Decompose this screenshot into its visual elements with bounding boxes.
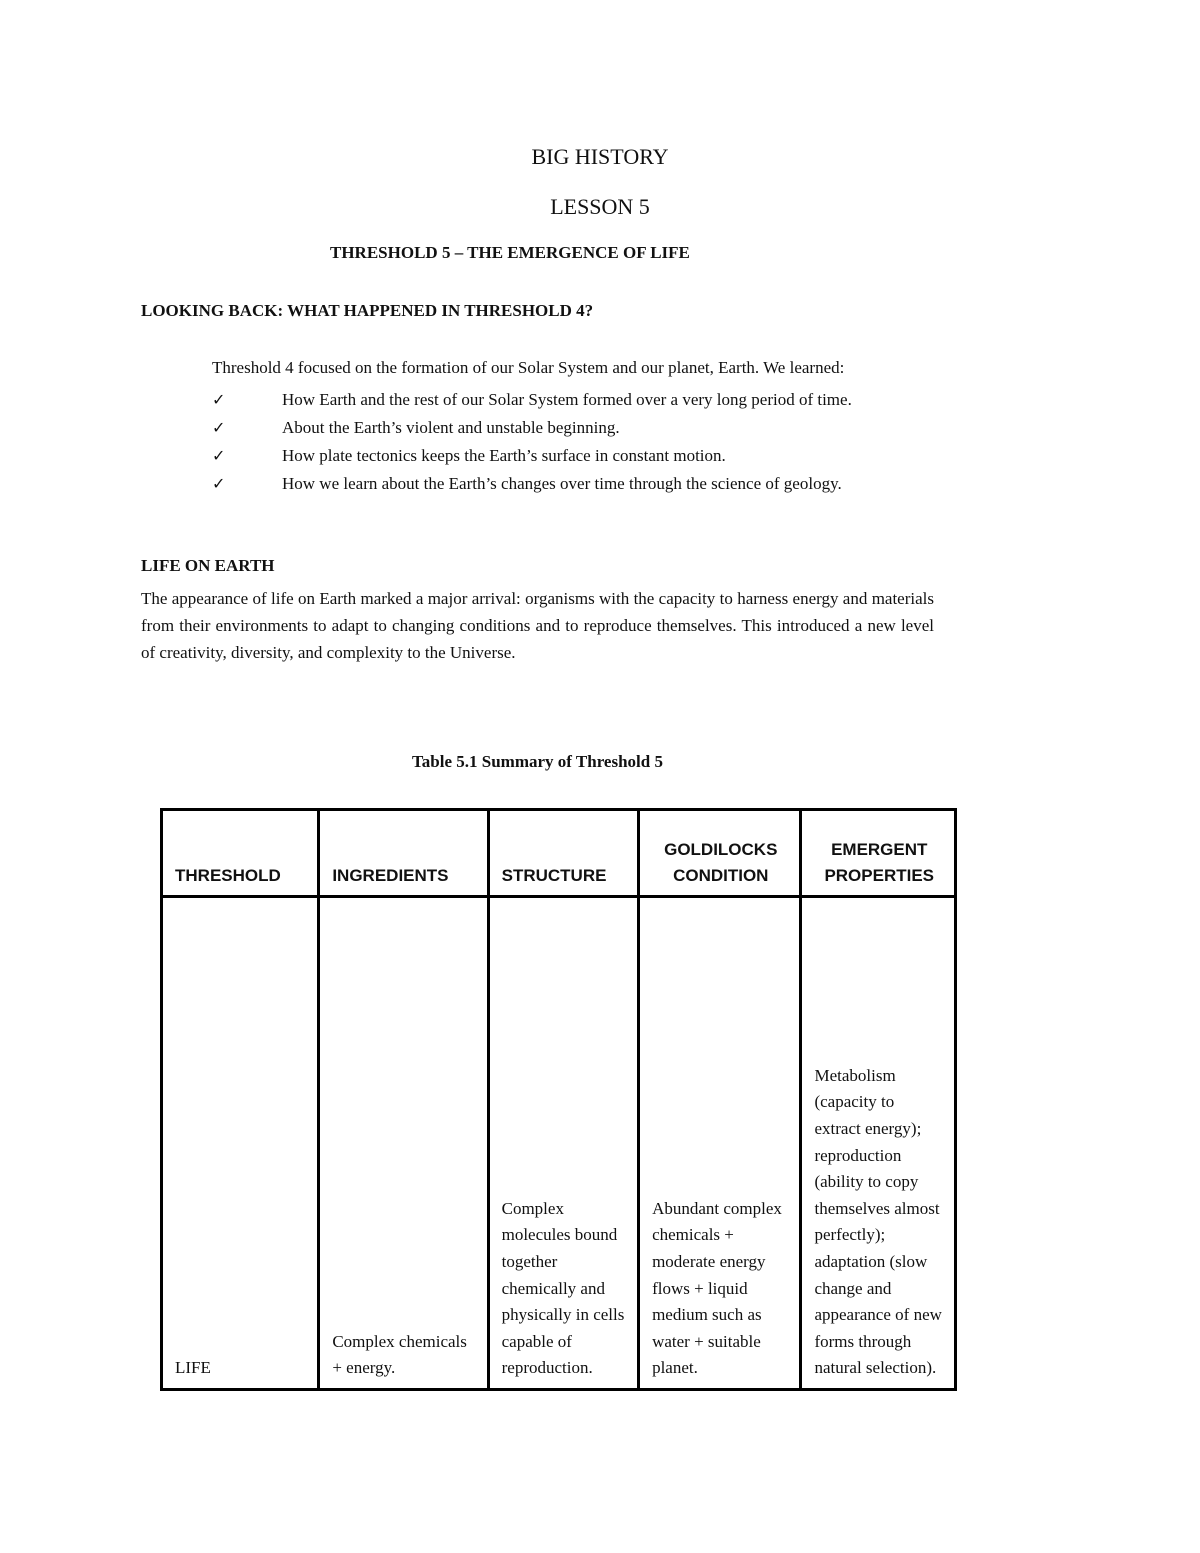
lesson-title: LESSON 5 [550,194,650,219]
list-item: ✓ How plate tectonics keeps the Earth’s surface in constant motion. [212,442,852,470]
summary-table [160,808,957,1391]
table-caption: Table 5.1 Summary of Threshold 5 [412,752,663,771]
check-icon: ✓ [212,474,226,493]
list-item: ✓ How we learn about the Earth’s changes over time through the science of geology. [212,470,852,498]
header-goldilocks-condition: GOLDILOCKS CONDITION [639,810,801,897]
check-icon: ✓ [212,446,226,465]
threshold-title: THRESHOLD 5 – THE EMERGENCE OF LIFE [330,243,690,262]
cell-emergent-properties: Metabolism (capacity to extract energy); reproduction (ability to copy themselves almost perfectly); adaptation (slow change and appearance of new forms through natural selection). [801,897,956,1390]
header-structure: STRUCTURE [488,810,638,897]
course-title: BIG HISTORY [531,144,669,169]
looking-back-intro: Threshold 4 focused on the formation of our Solar System and our planet, Earth. We learned: [212,358,845,377]
learned-checklist [212,386,852,498]
looking-back-heading: LOOKING BACK: WHAT HAPPENED IN THRESHOLD 4? [141,301,594,320]
header-threshold: THRESHOLD [162,810,319,897]
table-header-row [162,810,956,897]
cell-goldilocks-condition: Abundant complex chemicals + moderate energy flows + liquid medium such as water + suitable planet. [639,897,801,1390]
list-item: ✓ How Earth and the rest of our Solar System formed over a very long period of time. [212,386,852,414]
cell-structure: Complex molecules bound together chemically and physically in cells capable of reproduction. [488,897,638,1390]
list-item: ✓ About the Earth’s violent and unstable beginning. [212,414,852,442]
check-icon: ✓ [212,418,226,437]
life-on-earth-paragraph: The appearance of life on Earth marked a major arrival: organisms with the capacity to harness energy and materials from their environments to adapt to changing conditions and to reproduce themselves. This introduced a new level of creativity, diversity, and complexity to the Universe. [141,589,934,662]
cell-threshold: LIFE [162,897,319,1390]
header-ingredients: INGREDIENTS [319,810,488,897]
header-emergent-properties: EMERGENT PROPERTIES [801,810,956,897]
check-icon: ✓ [212,390,226,409]
cell-ingredients: Complex chemicals + energy. [319,897,488,1390]
table-row [162,897,956,1390]
life-on-earth-heading: LIFE ON EARTH [141,556,275,575]
